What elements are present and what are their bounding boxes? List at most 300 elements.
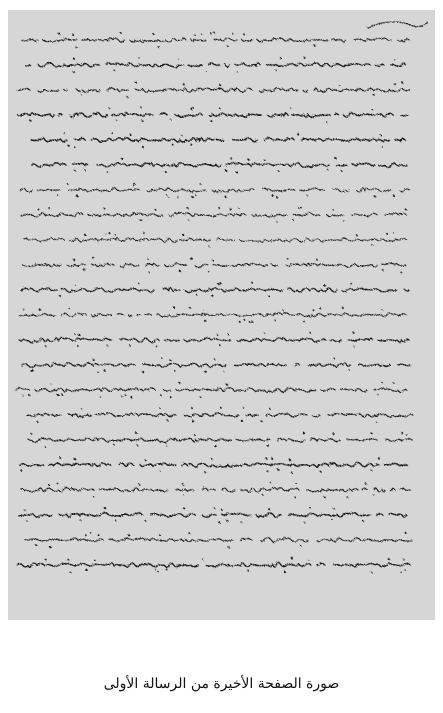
diacritic-dot: [300, 207, 302, 209]
diacritic-dot: [83, 268, 85, 270]
diacritic-dot: [77, 194, 79, 196]
diacritic-dot: [196, 294, 198, 296]
diacritic-dot: [219, 108, 221, 110]
diacritic-dot: [116, 119, 118, 121]
diacritic-dot: [137, 445, 138, 446]
diacritic-dot: [183, 507, 185, 509]
diacritic-dot: [61, 394, 63, 396]
diacritic-dot: [57, 394, 59, 396]
diacritic-dot: [276, 70, 277, 71]
diacritic-dot: [400, 572, 401, 573]
diacritic-dot: [249, 321, 251, 323]
diacritic-dot: [219, 282, 221, 284]
diacritic-dot: [141, 219, 143, 221]
diacritic-dot: [67, 183, 68, 184]
diacritic-dot: [159, 408, 160, 409]
diacritic-dot: [133, 184, 135, 186]
diacritic-dot: [68, 308, 70, 310]
diacritic-dot: [107, 171, 109, 173]
diacritic-dot: [287, 258, 289, 260]
diacritic-dot: [160, 470, 161, 471]
diacritic-dot: [190, 144, 192, 146]
diacritic-dot: [29, 119, 31, 121]
diacritic-dot: [218, 521, 220, 523]
diacritic-dot: [172, 144, 174, 146]
diacritic-dot: [382, 382, 384, 384]
diacritic-dot: [268, 295, 270, 297]
diacritic-dot: [226, 383, 228, 385]
diacritic-dot: [45, 345, 46, 346]
diacritic-dot: [130, 396, 132, 398]
diacritic-dot: [191, 407, 193, 409]
diacritic-dot: [224, 371, 226, 373]
diacritic-dot: [290, 108, 291, 109]
diacritic-dot: [247, 159, 249, 161]
diacritic-dot: [401, 81, 403, 83]
diacritic-dot: [139, 219, 140, 220]
diacritic-dot: [159, 534, 161, 536]
diacritic-dot: [170, 359, 172, 361]
diacritic-dot: [326, 121, 327, 122]
diacritic-dot: [98, 372, 99, 373]
diacritic-dot: [204, 370, 206, 372]
diacritic-dot: [73, 259, 75, 261]
diacritic-dot: [80, 520, 82, 522]
diacritic-dot: [109, 107, 110, 108]
diacritic-dot: [324, 284, 326, 286]
diacritic-dot: [244, 319, 246, 321]
diacritic-dot: [362, 520, 364, 522]
diacritic-dot: [240, 521, 242, 523]
diacritic-dot: [115, 520, 117, 522]
diacritic-dot: [114, 70, 116, 72]
diacritic-dot: [217, 334, 219, 336]
diacritic-dot: [380, 134, 382, 136]
diacritic-dot: [291, 471, 293, 473]
diacritic-dot: [90, 532, 92, 534]
diacritic-dot: [145, 460, 147, 462]
diacritic-dot: [304, 522, 306, 524]
diacritic-dot: [211, 458, 213, 460]
diacritic-dot: [264, 332, 265, 333]
diacritic-dot: [353, 346, 354, 347]
diacritic-dot: [371, 571, 373, 573]
diacritic-dot: [37, 421, 39, 423]
diacritic-dot: [170, 396, 172, 398]
diacritic-dot: [214, 358, 216, 360]
diacritic-dot: [382, 269, 384, 271]
diacritic-dot: [289, 459, 291, 461]
diacritic-dot: [210, 120, 212, 122]
diacritic-dot: [24, 509, 26, 511]
diacritic-dot: [85, 569, 87, 571]
diacritic-dot: [212, 259, 214, 261]
diacritic-dot: [59, 295, 61, 297]
diacritic-dot: [228, 334, 229, 335]
diacritic-dot: [145, 520, 146, 521]
diacritic-dot: [138, 483, 140, 485]
diacritic-dot: [405, 209, 407, 211]
diacritic-dot: [400, 272, 402, 274]
diacritic-dot: [267, 445, 269, 447]
diacritic-dot: [168, 197, 169, 198]
diacritic-dot: [92, 257, 94, 259]
diacritic-dot: [111, 132, 113, 134]
diacritic-dot: [214, 445, 216, 447]
diacritic-dot: [393, 232, 394, 233]
diacritic-dot: [269, 408, 271, 410]
diacritic-dot: [269, 482, 271, 484]
diacritic-dot: [309, 507, 311, 509]
diacritic-dot: [339, 85, 340, 86]
diacritic-dot: [170, 119, 172, 121]
diacritic-dot: [81, 94, 82, 95]
diacritic-dot: [85, 534, 87, 536]
diacritic-dot: [228, 546, 230, 548]
diacritic-dot: [334, 157, 336, 159]
diacritic-dot: [220, 407, 222, 409]
diacritic-dot: [213, 32, 215, 34]
diacritic-dot: [67, 559, 69, 561]
diacritic-dot: [394, 59, 395, 60]
handwriting-lines: [8, 10, 435, 620]
diacritic-dot: [72, 34, 74, 36]
diacritic-dot: [265, 458, 267, 460]
diacritic-dot: [135, 432, 137, 434]
diacritic-dot: [251, 321, 253, 323]
diacritic-dot: [59, 33, 61, 35]
diacritic-dot: [332, 209, 333, 210]
diacritic-dot: [103, 207, 105, 209]
diacritic-dot: [92, 359, 94, 361]
diacritic-dot: [388, 558, 390, 560]
diacritic-dot: [314, 45, 316, 47]
diacritic-dot: [230, 157, 232, 159]
diacritic-dot: [214, 508, 216, 510]
diacritic-dot: [271, 458, 273, 460]
diacritic-dot: [74, 458, 76, 460]
diacritic-dot: [23, 309, 25, 311]
diacritic-dot: [348, 369, 349, 370]
diacritic-dot: [204, 471, 206, 473]
diacritic-dot: [173, 306, 175, 308]
diacritic-dot: [303, 321, 305, 323]
diacritic-dot: [183, 495, 184, 496]
diacritic-dot: [190, 257, 192, 259]
diacritic-dot: [73, 58, 75, 60]
diacritic-dot: [93, 496, 94, 497]
diacritic-dot: [39, 309, 41, 311]
diacritic-dot: [229, 208, 231, 210]
diacritic-dot: [309, 332, 311, 334]
diacritic-dot: [45, 559, 47, 561]
diacritic-dot: [243, 33, 245, 35]
diacritic-dot: [206, 71, 207, 72]
diacritic-dot: [236, 171, 238, 173]
diacritic-dot: [140, 107, 142, 109]
diacritic-dot: [194, 34, 196, 36]
diacritic-dot: [189, 307, 191, 309]
diacritic-dot: [74, 170, 76, 172]
diacritic-dot: [371, 109, 373, 111]
diacritic-dot: [405, 532, 407, 534]
diacritic-dot: [22, 395, 23, 396]
diacritic-dot: [160, 395, 161, 396]
diacritic-dot: [312, 309, 314, 311]
diacritic-dot: [104, 507, 106, 509]
diacritic-dot: [187, 207, 189, 209]
diacritic-dot: [277, 469, 279, 471]
diacritic-dot: [284, 571, 286, 573]
diacritic-dot: [161, 358, 163, 360]
diacritic-dot: [331, 519, 332, 520]
diacritic-dot: [166, 419, 168, 421]
diacritic-dot: [343, 220, 344, 221]
diacritic-dot: [332, 433, 334, 435]
diacritic-dot: [154, 209, 156, 211]
diacritic-dot: [203, 309, 204, 310]
diacritic-dot: [188, 220, 189, 221]
diacritic-dot: [166, 445, 167, 446]
diacritic-dot: [208, 271, 209, 272]
diacritic-dot: [371, 432, 373, 434]
diacritic-dot: [247, 570, 249, 572]
diacritic-dot: [183, 83, 185, 85]
diacritic-dot: [69, 571, 71, 573]
diacritic-dot: [393, 195, 395, 197]
diacritic-dot: [304, 57, 306, 59]
diacritic-dot: [376, 422, 377, 423]
diacritic-dot: [138, 57, 139, 58]
diacritic-dot: [219, 84, 221, 86]
diacritic-dot: [365, 483, 367, 485]
diacritic-dot: [282, 309, 283, 310]
diacritic-dot: [63, 132, 65, 134]
diacritic-dot: [74, 334, 75, 335]
diacritic-dot: [217, 283, 219, 285]
diacritic-dot: [239, 321, 241, 323]
diacritic-dot: [153, 33, 155, 35]
diacritic-dot: [226, 520, 228, 522]
diacritic-dot: [406, 434, 408, 436]
diacritic-dot: [316, 259, 318, 261]
diacritic-dot: [20, 469, 22, 471]
diacritic-dot: [342, 307, 344, 309]
diacritic-dot: [320, 471, 322, 473]
diacritic-dot: [105, 234, 106, 235]
diacritic-dot: [81, 408, 82, 409]
diacritic-dot: [182, 483, 184, 485]
diacritic-dot: [401, 432, 403, 434]
diacritic-dot: [232, 33, 233, 34]
diacritic-dot: [224, 196, 226, 198]
diacritic-dot: [129, 345, 131, 347]
diacritic-dot: [174, 370, 175, 371]
diacritic-dot: [84, 169, 85, 170]
diacritic-dot: [393, 382, 394, 383]
diacritic-dot: [135, 81, 137, 83]
diacritic-dot: [143, 232, 145, 234]
diacritic-dot: [75, 285, 76, 286]
diacritic-dot: [333, 508, 335, 510]
diacritic-dot: [188, 532, 190, 534]
diacritic-dot: [30, 370, 32, 372]
diacritic-dot: [237, 71, 239, 73]
diacritic-dot: [48, 484, 50, 486]
diacritic-dot: [78, 334, 80, 336]
diacritic-dot: [165, 171, 167, 173]
diacritic-dot: [298, 207, 300, 209]
diacritic-dot: [238, 207, 239, 208]
diacritic-dot: [179, 382, 181, 384]
diacritic-dot: [195, 194, 197, 196]
diacritic-dot: [319, 307, 321, 309]
diacritic-dot: [84, 234, 86, 236]
diacritic-dot: [373, 494, 375, 496]
diacritic-dot: [166, 569, 168, 571]
diacritic-dot: [156, 345, 158, 347]
diacritic-dot: [386, 233, 388, 235]
diacritic-dot: [166, 194, 167, 195]
diacritic-dot: [324, 496, 326, 498]
manuscript-image: [8, 10, 435, 620]
diacritic-dot: [241, 420, 243, 422]
diacritic-dot: [97, 534, 99, 536]
diacritic-dot: [297, 133, 299, 135]
diacritic-dot: [26, 520, 27, 521]
diacritic-dot: [308, 560, 309, 561]
diacritic-dot: [142, 146, 144, 148]
diacritic-dot: [371, 244, 373, 246]
diacritic-dot: [374, 94, 376, 96]
diacritic-dot: [94, 559, 96, 561]
diacritic-dot: [155, 569, 157, 571]
diacritic-dot: [341, 170, 343, 172]
diacritic-dot: [327, 169, 329, 171]
diacritic-dot: [147, 258, 149, 260]
diacritic-dot: [31, 433, 33, 435]
diacritic-dot: [148, 271, 150, 273]
diacritic-dot: [356, 234, 358, 236]
diacritic-dot: [292, 219, 294, 221]
diacritic-dot: [202, 558, 204, 560]
diacritic-dot: [179, 270, 181, 272]
diacritic-dot: [208, 246, 210, 248]
diacritic-dot: [276, 221, 277, 222]
diacritic-dot: [28, 394, 30, 396]
diacritic-dot: [177, 196, 178, 197]
diacritic-dot: [125, 394, 126, 395]
diacritic-dot: [204, 320, 206, 322]
diacritic-dot: [296, 483, 297, 484]
diacritic-dot: [381, 146, 383, 148]
diacritic-dot: [106, 345, 108, 347]
diacritic-dot: [227, 45, 229, 47]
diacritic-dot: [57, 194, 58, 195]
diacritic-dot: [191, 196, 193, 198]
diacritic-dot: [300, 545, 302, 547]
diacritic-dot: [352, 332, 354, 334]
diacritic-dot: [221, 509, 223, 511]
diacritic-dot: [377, 394, 378, 395]
diacritic-dot: [68, 145, 70, 147]
diacritic-dot: [261, 420, 263, 422]
diacritic-dot: [194, 434, 196, 436]
diacritic-dot: [74, 146, 76, 148]
diacritic-dot: [370, 469, 372, 471]
diacritic-dot: [266, 470, 268, 472]
diacritic-dot: [108, 232, 110, 234]
diacritic-dot: [268, 508, 270, 510]
diacritic-dot: [100, 396, 102, 398]
diacritic-dot: [201, 34, 202, 35]
diacritic-dot: [199, 183, 201, 185]
diacritic-dot: [73, 71, 75, 73]
diacritic-dot: [271, 194, 273, 196]
diacritic-dot: [157, 570, 159, 572]
diacritic-dot: [57, 482, 59, 484]
diacritic-dot: [280, 57, 282, 59]
diacritic-dot: [104, 369, 105, 370]
diacritic-dot: [120, 32, 122, 34]
diacritic-dot: [77, 345, 79, 347]
diacritic-dot: [226, 170, 228, 172]
diacritic-dot: [128, 534, 130, 536]
diacritic-dot: [210, 32, 212, 34]
diacritic-dot: [382, 309, 383, 310]
diacritic-dot: [45, 446, 46, 447]
diacritic-dot: [134, 183, 136, 185]
diacritic-dot: [142, 371, 144, 373]
diacritic-dot: [292, 557, 293, 558]
diacritic-dot: [218, 207, 220, 209]
diacritic-dot: [219, 345, 221, 347]
diacritic-dot: [113, 444, 114, 445]
diacritic-dot: [276, 196, 278, 198]
diacritic-dot: [75, 46, 77, 48]
diacritic-dot: [394, 83, 396, 85]
diacritic-dot: [211, 295, 213, 297]
diacritic-dot: [158, 46, 160, 48]
diacritic-dot: [138, 283, 139, 284]
diacritic-dot: [264, 159, 266, 161]
diacritic-dot: [48, 207, 50, 209]
diacritic-dot: [115, 234, 117, 236]
diacritic-dot: [121, 396, 123, 398]
diacritic-dot: [50, 384, 51, 385]
diacritic-dot: [350, 283, 352, 285]
diacritic-dot: [378, 457, 380, 459]
diacritic-dot: [126, 96, 128, 98]
diacritic-dot: [262, 494, 264, 496]
diacritic-dot: [35, 544, 37, 546]
diacritic-dot: [403, 559, 405, 561]
figure-caption: صورة الصفحة الأخيرة من الرسالة الأولى: [103, 676, 340, 692]
diacritic-dot: [374, 195, 376, 197]
diacritic-dot: [302, 432, 304, 434]
diacritic-dot: [251, 281, 253, 283]
diacritic-dot: [37, 208, 39, 210]
diacritic-dot: [49, 546, 51, 548]
diacritic-dot: [404, 569, 405, 570]
diacritic-dot: [129, 133, 131, 135]
diacritic-dot: [278, 170, 280, 172]
diacritic-dot: [178, 59, 179, 60]
diacritic-dot: [242, 407, 244, 409]
diacritic-dot: [274, 319, 276, 321]
diacritic-dot: [181, 135, 182, 136]
diacritic-dot: [306, 195, 307, 196]
